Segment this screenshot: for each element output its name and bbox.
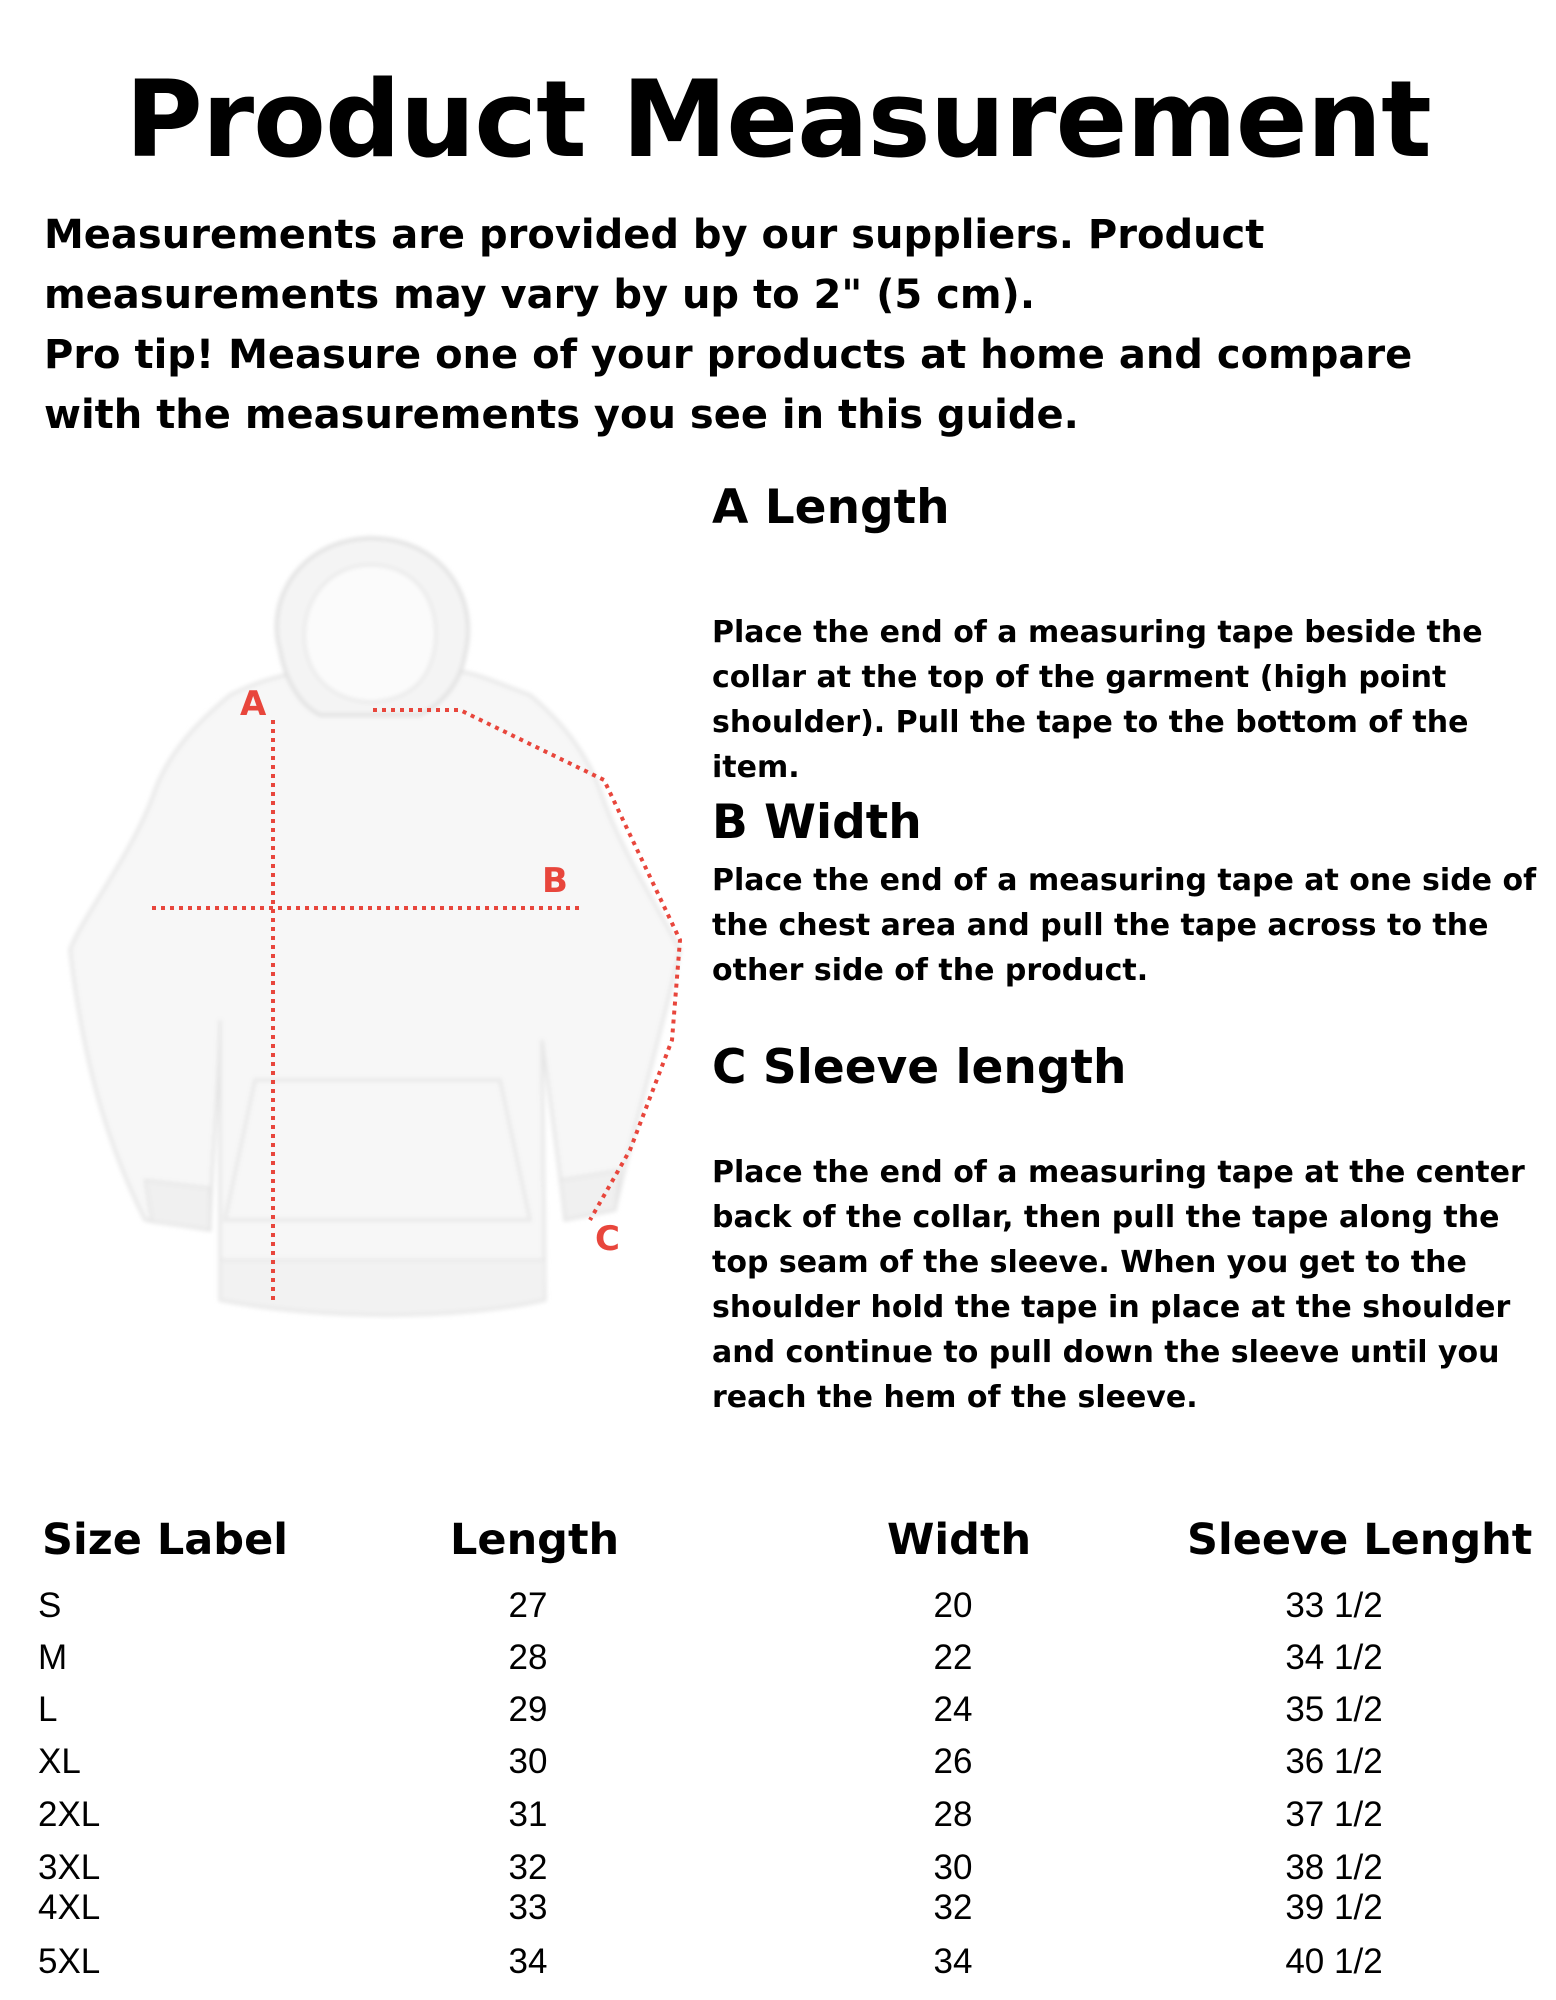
table-row [0, 1688, 1556, 1732]
table-row [0, 1940, 1556, 1984]
section-c-text: Place the end of a measuring tape at the center back of the collar, then pull the tape along the top seam of the sleeve. When you get to the shoulder hold the tape in place at the shoulder and continue to pull down the sleeve until you reach the hem of the sleeve. [712, 1155, 1525, 1415]
label-b: B [542, 861, 568, 901]
header-length: Length [450, 1515, 620, 1565]
label-c: C [595, 1219, 620, 1259]
page-title: Product Measurement [125, 58, 1431, 181]
length-cell: 27 [508, 1586, 548, 1625]
size-cell: XL [38, 1742, 81, 1781]
length-cell: 32 [508, 1848, 548, 1887]
length-cell: 28 [508, 1638, 548, 1677]
length-cell: 34 [508, 1942, 548, 1981]
width-cell: 30 [933, 1848, 973, 1887]
width-cell: 24 [933, 1690, 973, 1729]
section-b-heading: B Width [712, 795, 922, 850]
table-row [0, 1636, 1556, 1680]
width-cell: 26 [933, 1742, 973, 1781]
sleeve-cell: 36 1/2 [1285, 1742, 1383, 1781]
length-cell: 31 [508, 1795, 548, 1834]
intro-disclaimer: Measurements are provided by our suppliers. Product measurements may vary by up to 2" (5 cm). [44, 212, 1265, 318]
width-cell: 28 [933, 1795, 973, 1834]
label-a: A [240, 684, 267, 724]
table-row [0, 1846, 1556, 1890]
sleeve-cell: 34 1/2 [1285, 1638, 1383, 1677]
section-b-text: Place the end of a measuring tape at one side of the chest area and pull the tape across to the other side of the product. [712, 863, 1537, 988]
table-row [0, 1793, 1556, 1837]
header-sleeve-length: Sleeve Lenght [1187, 1515, 1533, 1565]
table-row [0, 1584, 1556, 1628]
hoodie-measurement-illustration [60, 520, 700, 1320]
intro-text [44, 205, 1524, 445]
table-row [0, 1886, 1556, 1930]
section-a-heading: A Length [712, 480, 950, 535]
size-cell: 4XL [38, 1888, 101, 1927]
size-cell: S [38, 1586, 62, 1625]
header-width: Width [887, 1515, 1032, 1565]
sleeve-cell: 37 1/2 [1285, 1795, 1383, 1834]
hoodie-shape [70, 538, 680, 1315]
sleeve-cell: 39 1/2 [1285, 1888, 1383, 1927]
table-row [0, 1740, 1556, 1784]
sleeve-cell: 40 1/2 [1285, 1942, 1383, 1981]
size-cell: 5XL [38, 1942, 101, 1981]
size-cell: M [38, 1638, 68, 1677]
width-cell: 22 [933, 1638, 973, 1677]
size-cell: 3XL [38, 1848, 101, 1887]
width-cell: 34 [933, 1942, 973, 1981]
section-a-text: Place the end of a measuring tape beside the collar at the top of the garment (high point shoulder). Pull the tape to the bottom of the item. [712, 615, 1483, 785]
size-cell: L [38, 1690, 58, 1729]
section-c-heading: C Sleeve length [712, 1040, 1127, 1095]
sleeve-cell: 33 1/2 [1285, 1586, 1383, 1625]
length-cell: 30 [508, 1742, 548, 1781]
header-size-label: Size Label [42, 1515, 288, 1565]
width-cell: 32 [933, 1888, 973, 1927]
length-cell: 29 [508, 1690, 548, 1729]
width-cell: 20 [933, 1586, 973, 1625]
intro-pro-tip: Pro tip! Measure one of your products at home and compare with the measurements you see in this guide. [44, 332, 1413, 438]
length-cell: 33 [508, 1888, 548, 1927]
size-cell: 2XL [38, 1795, 101, 1834]
sleeve-cell: 35 1/2 [1285, 1690, 1383, 1729]
sleeve-cell: 38 1/2 [1285, 1848, 1383, 1887]
